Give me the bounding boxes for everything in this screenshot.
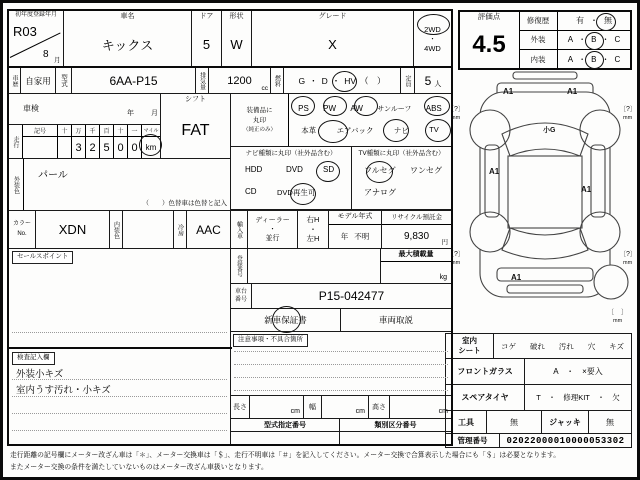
front-bumper-top [513,72,577,79]
equipment-label-1: 装備品に [246,107,273,115]
dotted-line [12,332,227,333]
tv-type-cell [351,146,452,210]
dot: ・ [601,35,610,44]
footer-line-2: またメーター交換の条件を満たしていないものはメーター改ざん車扱いとなります。 [10,464,268,471]
dot: ・ [578,54,587,64]
door-label: ドア [199,13,214,20]
dot: ・ [601,54,610,64]
wheel-front-left [470,110,510,150]
chassis-label [230,283,252,309]
tire-depth-unit: mm [623,260,633,266]
navi-dvd-play: DVD再生可 [277,188,316,197]
recycle-label: リサイクル預託金 [382,211,451,225]
damage-mark-rear: A1 [511,273,522,282]
tv-type-label: TV種類に丸印（社外品含む） [358,150,445,157]
interior-b: B [591,54,597,64]
drive-dot: ・ [429,36,436,43]
inspection-label: 検査記入欄 [12,352,55,365]
dot: ・ [269,225,276,233]
interior-grade-label: 内装 [519,49,558,69]
seat-label-1: 室内 [462,335,477,345]
exterior-b: B [591,35,597,44]
jack-label: ジャッキ [541,410,589,434]
circle-airbag [318,120,348,143]
tire-depth-unit: mm [613,318,623,324]
dot: ・ [578,35,587,44]
seat-label [445,333,494,359]
repair-no: 無 [604,16,612,25]
color-change-note: （ ）色替車は色替と記入 [142,200,227,207]
displacement-label: 排気量 [195,67,209,94]
chassis-label-2: 番号 [234,297,247,303]
exterior-color-area [24,159,230,210]
exterior-color-cell [8,158,231,211]
registration-month: 8 [43,49,49,60]
equip-ps: PS [298,103,309,113]
mileage-header-ichi: 一 [128,125,142,136]
car-damage-diagram [445,70,640,333]
history-label: 車歴 [8,67,21,94]
tire-depth-rear-right: 〔?〕 [619,251,637,258]
damage-mark-front-right: A1 [567,87,578,96]
dot: ・ [309,224,317,234]
max-load-area [381,262,451,283]
shape-value: W [230,36,243,52]
circle-km [139,134,162,156]
inspection-line1: 外装小キズ [16,369,64,380]
seat-dirt: 汚れ [558,341,574,351]
inspection-line2: 室内うす汚れ・小キズ [16,385,111,396]
shift-cell [160,93,231,159]
interior-color-label: 内装色 [109,210,123,249]
circle-warranty [272,306,301,333]
circle-full-seg [366,161,393,183]
score-label: 評価点 [477,12,501,21]
tire-depth-unit: mm [623,115,633,121]
model-year-value-row [329,225,381,248]
mileage-unit-km: km [145,143,157,152]
tire-depth-rear-left: 〔?〕 [447,251,465,258]
ac-label: 冷房 [173,210,187,249]
history-value: 自家用 [20,67,56,94]
fuel-hv: HV [344,75,357,86]
wheel-front-right [580,110,620,150]
fuel-paren: （ ） [360,75,386,86]
damage-mark-windshield: 小G [543,127,556,134]
dot: ・ [331,75,341,86]
equip-pw: PW [323,103,337,113]
tools-label: 工具 [445,410,487,434]
width-value [321,395,369,419]
mileage-header-hyaku: 百 [100,125,114,136]
equip-airbag: エアバック [336,126,374,136]
mileage-digit-10man [58,137,72,158]
dotted-line [12,430,227,431]
fuel-d: D [321,75,328,86]
import-dealer-cell [247,210,298,249]
height-label: 高さ [368,395,390,419]
steering-left: 左H [306,234,320,244]
circle-navi [383,119,409,142]
damage-mark-left-side: A1 [489,167,500,176]
mileage-cell [8,124,161,159]
spare-tire-value: T ・ 修理KIT ・ 欠 [524,384,632,411]
color-no-label-2: No. [17,230,27,237]
equip-aw: AW [350,103,363,113]
exterior-color-value: パール [38,170,68,181]
class-division-label: 類別区分番号 [339,418,452,432]
first-registration-cell [8,10,64,68]
mileage-digit-sen: 2 [86,137,100,158]
model-code-value: 6AA-P15 [71,67,196,94]
tire-depth-front-left: 〔?〕 [447,106,465,113]
seat-label-2: シート [458,346,481,355]
interior-color-value [122,210,174,249]
capacity-label: 定員 [400,67,415,94]
shaken-label: 車検 [23,104,39,113]
door-value: 5 [202,36,211,52]
drive-4wd: 4WD [424,44,441,53]
equip-abs: ABS [425,103,442,113]
tire-depth-unit: mm [451,115,461,121]
mileage-digit-kigo [23,137,58,158]
drive-2wd: 2WD [424,25,441,34]
damage-mark-front-left: A1 [503,87,514,96]
footer-line-1: 走行距離の記号欄にメーター改ざん車は「＊」、メーター交換車は「＄」、走行不明車は「＃」を記入してください。メーター交換で合算表示した場合にも「＄」は必要となります。 [10,452,560,459]
class-division-value [339,431,452,445]
mileage-header-sen: 千 [86,125,100,136]
exterior-grade-label: 外装 [519,30,558,50]
navi-type-label: ナビ種類に丸印（社外品含む） [245,150,337,157]
max-load-label: 最大積載量 [381,249,451,262]
grade-cell [251,10,414,68]
displacement-value: 1200 [227,74,252,87]
mileage-digit-ichi: 0 [128,137,142,158]
mileage-header-10man: 十 [58,125,72,136]
dotted-line [234,377,448,378]
first-registration-label: 初年度登録年月 [14,12,57,18]
circle-dvd-play [290,183,316,205]
navi-dvd: DVD [286,165,303,174]
equip-tv: TV [429,125,439,135]
height-cm: cm [438,408,448,415]
car-name-cell [63,10,192,68]
import-label: 輸入車 [230,210,248,249]
circle-ps [291,96,315,116]
registration-no-label: 登録番号 [230,248,248,284]
shape-cell [221,10,252,68]
shift-label: シフト [185,96,206,103]
dotted-line [12,413,227,414]
recycle-yen: 円 [441,239,448,246]
shaken-cell [8,93,161,125]
month-unit: 月 [54,57,61,64]
jack-value: 無 [588,410,632,434]
width-label: 幅 [303,395,322,419]
fuel-label: 燃料 [270,67,284,94]
shaken-year-unit: 年 [127,110,134,117]
mileage-header-man: 万 [72,125,86,136]
sales-point-label: セールスポイント [12,251,73,264]
recycle-value-area [382,225,451,248]
spare-tire-label: スペアタイヤ [445,384,525,411]
mileage-digit-ju: 0 [114,137,128,158]
interior-c: C [614,54,621,64]
chassis-label-1: 車台 [234,288,247,295]
navi-cd: CD [245,187,257,196]
import-dealer: ディーラー [255,216,290,224]
tv-analog: アナログ [364,188,396,197]
door-cell [191,10,222,68]
steering-cell [297,210,329,249]
car-name-value: キックス [101,37,154,53]
tools-value: 無 [486,410,542,434]
seat-scratch: キズ [609,341,624,351]
equipment-label-3: （純正のみ） [242,126,276,133]
tv-full-seg: フルセグ [364,166,396,175]
color-no-value: XDN [35,210,110,249]
seat-tear: 破れ [529,341,545,351]
type-designation-value [230,431,340,445]
fuel-g: G [298,75,306,86]
chassis-value: P15-042477 [251,283,452,309]
capacity-value: 5 [424,73,432,88]
seat-hole: 穴 [587,341,596,351]
displacement-cell [208,67,271,94]
mileage-header-kigo: 記号 [23,125,58,136]
grade-label: グレード [318,13,347,20]
circle-pw [323,96,347,116]
equipment-label-2: 丸印 [253,116,266,124]
tire-depth-unit: mm [451,260,461,266]
dotted-line [12,396,227,397]
color-no-label-1: カラー [12,220,31,227]
management-no-label: 管理番号 [445,433,500,448]
dotted-line [234,390,448,391]
circle-fuel-hv [332,71,357,92]
repair-yes: 有 [576,16,584,25]
seat-burn: コゲ [500,341,516,351]
car-name-label: 車名 [120,13,135,20]
repair-dot: ・ [590,16,598,25]
exterior-c: C [614,35,621,44]
circle-tv [425,119,451,142]
mileage-label: 走行 [9,125,23,158]
shift-value: FAT [181,122,210,140]
model-year-label: モデル年式 [329,211,381,225]
navi-hdd: HDD [245,165,263,174]
model-year-unit: 年 [340,232,349,241]
dotted-line [234,364,448,365]
exterior-color-label: 外装色 [9,159,24,210]
mileage-unit-mile: マイル [143,128,159,134]
spare-tire-depth: 〔 〕 [607,309,628,316]
warranty-cell: 新車保証書 [230,308,341,332]
circle-exterior-b [585,32,604,50]
seat-condition-row [493,333,632,359]
circle-2wd [417,14,450,35]
circle-repair-no [596,13,616,31]
recycle-cell [381,210,452,249]
shape-label: 形状 [229,13,244,20]
length-value [249,395,304,419]
inspection-separator [8,347,232,349]
row1-separator [8,66,452,68]
max-load-kg: kg [439,274,447,281]
equipment-label [231,94,289,146]
grade-value: X [328,36,337,52]
navi-sd: SD [323,165,335,174]
registration-no-value [247,248,381,284]
shaken-month-unit: 月 [151,110,158,117]
manual-cell: 車両取説 [340,308,452,332]
model-code-label: 型式 [55,67,72,94]
circle-abs [424,96,450,116]
notes-label: 注意事項・不具合箇所 [233,334,308,347]
mileage-digit-hyaku: 5 [100,137,114,158]
circle-interior-b [585,51,604,69]
mileage-header-ju: 十 [114,125,128,136]
import-parallel: 並行 [265,235,280,243]
mileage-digit-man: 3 [72,137,86,158]
score-value: 4.5 [472,31,506,59]
width-cm: cm [355,408,365,415]
interior-a: A [567,54,574,64]
windshield-value: A ・ ×要入 [524,358,632,385]
repair-label: 修復歴 [519,11,558,31]
circle-sd [316,161,340,182]
equip-sunroof: サンルーフ [377,105,412,113]
length-cm: cm [290,408,300,415]
steering-right: 右H [306,214,320,224]
type-designation-label: 型式指定番号 [230,418,340,432]
spare-tire [594,265,628,299]
color-no-label [8,210,36,249]
ac-value: AAC [186,210,231,249]
recycle-value: 9,830 [403,231,430,242]
equip-leather: 本革 [301,126,317,136]
circle-aw [354,96,378,116]
dotted-line [234,351,448,352]
damage-mark-right-side: A1 [581,185,592,194]
registration-year: R03 [13,24,37,39]
capacity-unit: 人 [434,80,442,88]
management-no-value: 02022000010000053302 [499,433,632,448]
windshield-label: フロントガラス [445,358,525,385]
exterior-a: A [567,35,574,44]
mileage-headers [23,125,160,137]
displacement-unit: cc [261,85,268,92]
equip-navi: ナビ [393,126,409,136]
tv-one-seg: ワンセグ [410,166,442,175]
tire-depth-front-right: 〔?〕 [619,106,637,113]
max-load-cell [380,248,452,284]
dot: ・ [309,75,318,86]
length-label: 長さ [230,395,250,419]
height-value [389,395,452,419]
model-year-cell [328,210,382,249]
model-year-value: 不明 [354,232,370,241]
